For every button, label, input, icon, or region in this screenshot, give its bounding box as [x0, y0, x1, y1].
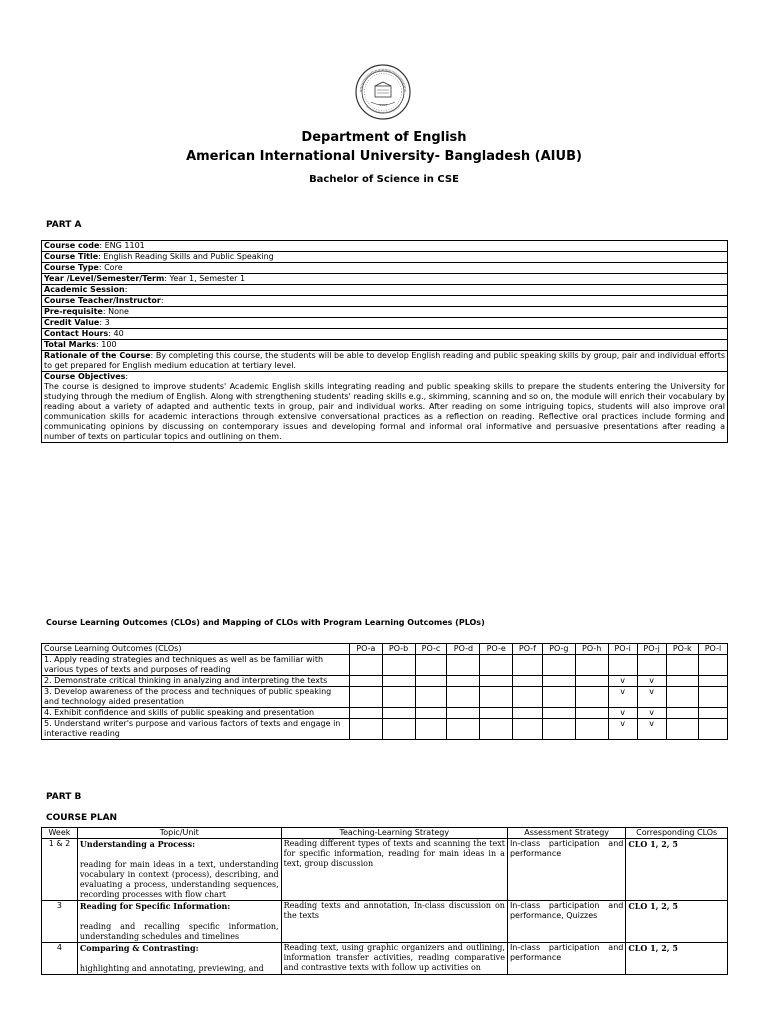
teaching-cell — [281, 943, 507, 975]
info-cell — [42, 296, 728, 307]
po-mark — [480, 708, 513, 719]
info-value: : — [160, 296, 164, 305]
info-value: : 40 — [108, 329, 124, 338]
po-mark — [698, 655, 727, 676]
clo-text: 3. Develop awareness of the process and techniques of public speaking and technology aided presentation — [42, 687, 350, 708]
info-row — [42, 285, 728, 296]
topic-cell — [77, 839, 281, 901]
info-row — [42, 296, 728, 307]
university-seal-logo — [355, 64, 411, 120]
assessment-cell — [507, 943, 625, 975]
teaching-cell — [281, 901, 507, 943]
topic-body: reading and recalling specific information, understanding schedules and timelines — [79, 922, 279, 941]
topic-title: Comparing & Contrasting: — [79, 943, 199, 953]
info-row — [42, 340, 728, 351]
info-value: : English Reading Skills and Public Speaking — [98, 252, 274, 261]
po-mark — [542, 676, 575, 687]
clo-row — [42, 655, 728, 676]
clo-text: 4. Exhibit confidence and skills of public speaking and presentation — [42, 708, 350, 719]
week-cell: 4 — [42, 943, 78, 975]
rationale-row — [42, 351, 728, 372]
plan-header: Teaching-Learning Strategy — [281, 828, 507, 839]
po-mark — [542, 687, 575, 708]
po-mark — [350, 708, 383, 719]
topic-cell — [77, 943, 281, 975]
po-mark — [480, 719, 513, 740]
info-row — [42, 252, 728, 263]
plan-header: Week — [42, 828, 78, 839]
po-mark — [637, 655, 666, 676]
info-row — [42, 263, 728, 274]
clo-text: 2. Demonstrate critical thinking in analyzing and interpreting the texts — [42, 676, 350, 687]
po-header: PO-e — [480, 644, 513, 655]
po-header: PO-d — [447, 644, 480, 655]
assessment-text: In-class participation and performance, Quizzes — [509, 901, 624, 920]
teaching-text: Reading text, using graphic organizers and outlining, information transfer activities, reading comparative and contrastive texts with follow up activities on — [283, 943, 505, 972]
topic-body: highlighting and annotating, previewing, and — [79, 964, 264, 973]
info-row — [42, 274, 728, 285]
course-plan-table — [41, 827, 728, 975]
po-mark — [542, 719, 575, 740]
po-mark — [608, 655, 637, 676]
week-cell: 3 — [42, 901, 78, 943]
po-header: PO-i — [608, 644, 637, 655]
info-label: Credit Value — [44, 318, 100, 327]
po-mark — [513, 719, 543, 740]
topic-title: Reading for Specific Information: — [79, 901, 231, 911]
po-mark — [666, 655, 698, 676]
plan-header: Topic/Unit — [77, 828, 281, 839]
rationale-cell — [42, 351, 728, 372]
plan-header: Corresponding CLOs — [626, 828, 728, 839]
assessment-cell — [507, 839, 625, 901]
teaching-text: Reading different types of texts and scanning the text for specific information, reading for main ideas in a text, group discussion — [283, 839, 505, 868]
clo-text: 5. Understand writer's purpose and various factors of texts and engage in interactive reading — [42, 719, 350, 740]
info-value: : ENG 1101 — [99, 241, 145, 250]
po-mark — [350, 676, 383, 687]
info-cell — [42, 263, 728, 274]
po-mark: v — [608, 687, 637, 708]
clo-mapping-table — [41, 643, 728, 740]
program-title: Bachelor of Science in CSE — [309, 174, 459, 185]
po-mark — [666, 708, 698, 719]
po-mark — [666, 687, 698, 708]
po-header: PO-h — [575, 644, 608, 655]
clo-row — [42, 676, 728, 687]
po-header: PO-b — [382, 644, 415, 655]
topic-body: reading for main ideas in a text, understanding vocabulary in context (process), describing, and evaluating a process, understanding sequences, recording processes with flow chart — [79, 860, 279, 899]
clo-row — [42, 719, 728, 740]
info-row — [42, 318, 728, 329]
department-title: Department of English — [301, 130, 467, 145]
info-value: : — [124, 285, 128, 294]
assessment-cell — [507, 901, 625, 943]
po-mark — [666, 676, 698, 687]
po-mark — [698, 708, 727, 719]
clo-mapping-title: Course Learning Outcomes (CLOs) and Mapping of CLOs with Program Learning Outcomes (PLOs) — [46, 618, 485, 627]
university-title: American International University- Bangladesh (AIUB) — [186, 149, 582, 164]
po-header: PO-f — [513, 644, 543, 655]
info-value: : None — [102, 307, 129, 316]
clo-cell: CLO 1, 2, 5 — [626, 839, 728, 901]
info-cell — [42, 307, 728, 318]
po-mark: v — [637, 687, 666, 708]
objectives-colon: : — [125, 372, 129, 381]
course-info-table — [41, 240, 728, 443]
po-mark — [480, 676, 513, 687]
info-row — [42, 329, 728, 340]
po-mark — [350, 719, 383, 740]
info-cell — [42, 340, 728, 351]
clo-row — [42, 687, 728, 708]
po-mark — [382, 655, 415, 676]
po-mark — [447, 676, 480, 687]
info-cell — [42, 252, 728, 263]
assessment-text: In-class participation and performance — [509, 839, 624, 858]
po-header: PO-a — [350, 644, 383, 655]
po-mark: v — [637, 708, 666, 719]
po-header: PO-c — [415, 644, 447, 655]
po-mark: v — [637, 676, 666, 687]
po-header: PO-j — [637, 644, 666, 655]
po-mark — [447, 655, 480, 676]
po-header: PO-g — [542, 644, 575, 655]
topic-cell — [77, 901, 281, 943]
po-header: PO-k — [666, 644, 698, 655]
po-mark — [513, 676, 543, 687]
rationale-text: : By completing this course, the students will be able to develop English reading and public speaking skills by group, pair and individual efforts to get prepared for English medium education at tertiary level. — [44, 351, 726, 370]
po-mark — [350, 687, 383, 708]
info-label: Course code — [44, 241, 100, 250]
info-label: Contact Hours — [44, 329, 109, 338]
po-mark — [447, 719, 480, 740]
assessment-text: In-class participation and performance — [509, 943, 624, 962]
teaching-text: Reading texts and annotation, In-class discussion on the texts — [283, 901, 505, 920]
clo-header: Course Learning Outcomes (CLOs) — [42, 644, 350, 655]
po-mark — [698, 676, 727, 687]
po-mark: v — [608, 719, 637, 740]
po-mark — [575, 708, 608, 719]
svg-text:1994: 1994 — [379, 103, 387, 107]
clo-cell: CLO 1, 2, 5 — [626, 901, 728, 943]
plan-header: Assessment Strategy — [507, 828, 625, 839]
info-row — [42, 241, 728, 252]
po-header: PO-l — [698, 644, 727, 655]
info-cell — [42, 329, 728, 340]
objectives-label: Course Objectives — [44, 372, 126, 381]
po-mark — [382, 676, 415, 687]
po-mark — [382, 719, 415, 740]
teaching-cell — [281, 839, 507, 901]
po-mark — [415, 719, 447, 740]
course-plan-heading: COURSE PLAN — [46, 813, 118, 823]
info-value: : 3 — [99, 318, 110, 327]
info-cell — [42, 285, 728, 296]
info-label: Course Type — [44, 263, 99, 272]
po-mark — [513, 687, 543, 708]
info-value: : Core — [98, 263, 123, 272]
po-mark — [698, 719, 727, 740]
plan-row — [42, 839, 728, 901]
info-cell — [42, 318, 728, 329]
po-mark — [513, 655, 543, 676]
clo-cell: CLO 1, 2, 5 — [626, 943, 728, 975]
info-label: Year /Level/Semester/Term — [44, 274, 165, 283]
po-mark — [382, 708, 415, 719]
info-label: Total Marks — [44, 340, 97, 349]
info-label: Academic Session — [44, 285, 125, 294]
po-mark — [698, 687, 727, 708]
po-mark — [575, 655, 608, 676]
po-mark — [575, 687, 608, 708]
info-label: Pre-requisite — [44, 307, 103, 316]
po-mark: v — [608, 676, 637, 687]
po-mark — [447, 687, 480, 708]
info-value: : Year 1, Semester 1 — [164, 274, 246, 283]
po-mark — [415, 708, 447, 719]
clo-text: 1. Apply reading strategies and techniques as well as be familiar with various types of texts and purposes of reading — [42, 655, 350, 676]
week-cell: 1 & 2 — [42, 839, 78, 901]
po-mark — [447, 708, 480, 719]
po-mark — [542, 708, 575, 719]
po-mark — [575, 676, 608, 687]
po-mark — [575, 719, 608, 740]
info-cell — [42, 241, 728, 252]
po-mark — [415, 687, 447, 708]
objectives-row — [42, 372, 728, 443]
po-mark: v — [637, 719, 666, 740]
info-value: : 100 — [96, 340, 117, 349]
po-mark — [415, 676, 447, 687]
objectives-cell — [42, 372, 728, 443]
plan-row — [42, 943, 728, 975]
po-mark: v — [608, 708, 637, 719]
po-mark — [666, 719, 698, 740]
po-mark — [350, 655, 383, 676]
po-mark — [480, 687, 513, 708]
part-a-heading: PART A — [46, 220, 82, 230]
plan-row — [42, 901, 728, 943]
po-mark — [513, 708, 543, 719]
po-mark — [542, 655, 575, 676]
info-cell — [42, 274, 728, 285]
rationale-label: Rationale of the Course — [44, 351, 151, 360]
part-b-heading: PART B — [46, 792, 82, 802]
po-mark — [382, 687, 415, 708]
po-mark — [480, 655, 513, 676]
info-label: Course Title — [44, 252, 99, 261]
info-label: Course Teacher/Instructor — [44, 296, 161, 305]
clo-row — [42, 708, 728, 719]
topic-title: Understanding a Process: — [79, 839, 196, 849]
objectives-text: The course is designed to improve students' Academic English skills integrating reading and public speaking skills to prepare the students entering the University for studying through the medium of English. Along with strengthening students' reading skills e.g., skimming, scanning and so on, the module will enrich their vocabulary by reading about a variety of adapted and authentic texts in group, pair and individual works. After reading on some intriguing topics, students will also improve oral communication skills for academic interactions through extensive conversational practices as a reflection on reading. Reflective oral practices include forming and communicating opinions by discussing on contemporary issues and developing formal and informal oral informative and persuasive presentations after reading a number of texts on particular topics and outlining on them. — [44, 382, 725, 441]
po-mark — [415, 655, 447, 676]
info-row — [42, 307, 728, 318]
